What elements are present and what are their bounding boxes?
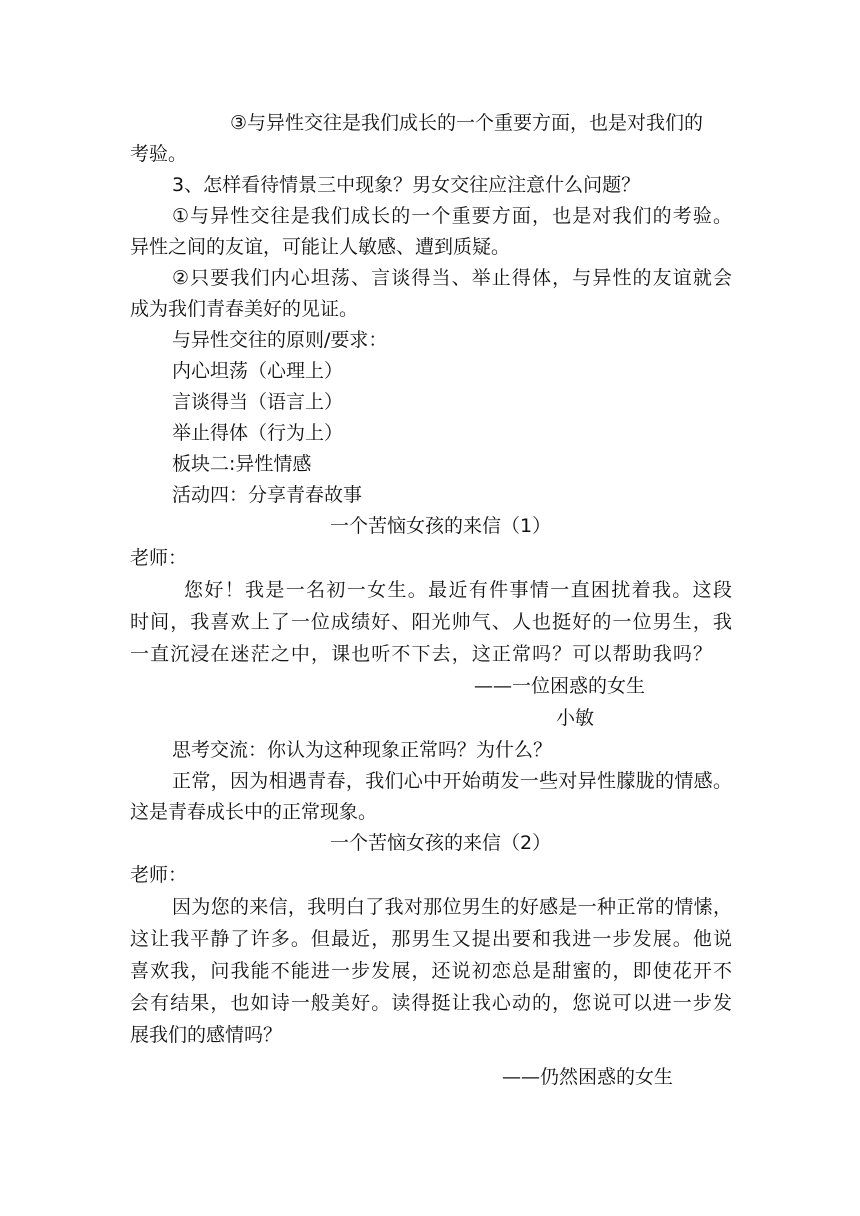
point-3-line-1: ③与异性交往是我们成长的一个重要方面，也是对我们的 (230, 112, 704, 134)
principle-item: 言谈得当（语言上） (172, 391, 344, 413)
letter-1-line-1: 您好！我是一名初一女生。最近有件事情一直困扰着我。这段 (184, 579, 732, 601)
letter-1-line-3: 一直沉浸在迷茫之中，课也听不下去，这正常吗？可以帮助我吗？ (130, 643, 712, 665)
activity-heading: 活动四：分享青春故事 (172, 484, 363, 506)
letter-1-salutation: 老师： (130, 547, 188, 569)
section-heading: 板块二:异性情感 (172, 453, 312, 475)
principles-heading: 与异性交往的原则/要求： (172, 329, 388, 351)
letter-2-salutation: 老师： (130, 864, 188, 886)
point-3-line-2: 考验。 (130, 143, 188, 165)
discussion-answer-line-2: 这是青春成长中的正常现象。 (130, 801, 378, 823)
letter-2-line-2: 这让我平静了许多。但最近，那男生又提出要和我进一步发展。他说 (130, 928, 732, 950)
letter-1-title: 一个苦恼女孩的来信（1） (330, 515, 552, 537)
answer-2-line-1: ②只要我们内心坦荡、言谈得当、举止得体，与异性的友谊就会 (172, 267, 732, 289)
letter-2-line-1: 因为您的来信，我明白了我对那位男生的好感是一种正常的情愫， (172, 896, 732, 918)
discussion-question: 思考交流：你认为这种现象正常吗？为什么？ (172, 739, 553, 761)
principle-item: 内心坦荡（心理上） (172, 360, 344, 382)
letter-2-line-5: 展我们的感情吗？ (130, 1024, 283, 1046)
letter-1-name: 小敏 (556, 707, 595, 729)
letter-2-signature: ——仍然困惑的女生 (502, 1066, 674, 1088)
principle-item: 举止得体（行为上） (172, 422, 344, 444)
answer-2-line-2: 成为我们青春美好的见证。 (130, 298, 359, 320)
discussion-answer-line-1: 正常，因为相遇青春，我们心中开始萌发一些对异性朦胧的情感。 (172, 770, 732, 792)
question-3: 3、怎样看待情景三中现象？男女交往应注意什么问题？ (172, 174, 641, 196)
letter-2-line-3: 喜欢我，问我能不能进一步发展，还说初恋总是甜蜜的，即使花开不 (130, 960, 732, 982)
letter-1-line-2: 时间，我喜欢上了一位成绩好、阳光帅气、人也挺好的一位男生，我 (130, 611, 732, 633)
answer-1-line-1: ①与异性交往是我们成长的一个重要方面，也是对我们的考验。 (172, 205, 732, 227)
letter-2-line-4: 会有结果，也如诗一般美好。读得挺让我心动的，您说可以进一步发 (130, 992, 732, 1014)
answer-1-line-2: 异性之间的友谊，可能让人敏感、遭到质疑。 (130, 236, 511, 258)
letter-2-title: 一个苦恼女孩的来信（2） (330, 832, 552, 854)
letter-1-signature: ——一位困惑的女生 (474, 675, 646, 697)
